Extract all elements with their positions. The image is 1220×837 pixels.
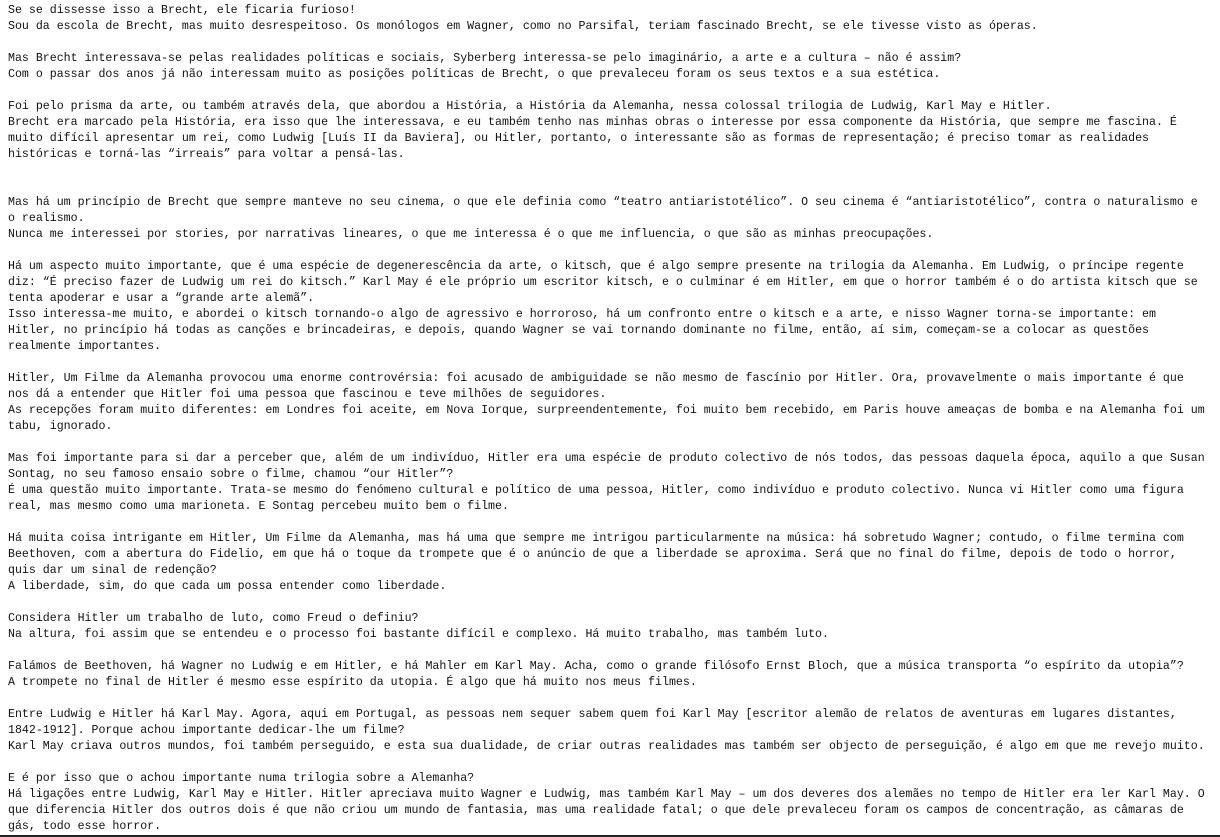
text-line (8, 355, 1212, 371)
text-line (8, 35, 1212, 51)
text-line: As recepções foram muito diferentes: em Londres foi aceite, em Nova Iorque, surpreendentemente, foi muito bem recebido, em Paris houve ameaças de bomba e na Alemanha foi um (8, 404, 1205, 417)
text-line (8, 83, 1212, 99)
text-line: realmente importantes. (8, 340, 162, 353)
text-line: que diferencia Hitler dos outros dois é que não criou um mundo de fantasia, mas uma realidade fatal; o que dele prevaleceu foram os campos de concentração, as câmaras de (8, 804, 1184, 817)
text-line: real, mas mesmo como uma marioneta. E Sontag percebeu muito bem o filme. (8, 500, 509, 513)
text-line: Foi pelo prisma da arte, ou também através dela, que abordou a História, a História da Alemanha, nessa colossal trilogia de Ludwig, Karl May e Hitler. (8, 100, 1052, 113)
text-line: Nunca me interessei por stories, por narrativas lineares, o que me interessa é o que me influencia, o que são as minhas preocupações. (8, 228, 934, 241)
text-line: Considera Hitler um trabalho de luto, como Freud o definiu? (8, 612, 419, 625)
text-line: Com o passar dos anos já não interessam muito as posições políticas de Brecht, o que prevaleceu foram os seus textos e a sua estética. (8, 68, 941, 81)
text-line: A liberdade, sim, do que cada um possa entender como liberdade. (8, 580, 447, 593)
text-line: Isso interessa-me muito, e abordei o kitsch tornando-o algo de agressivo e horroroso, há um confronto entre o kitsch e a arte, e nisso Wagner torna-se importante: em (8, 308, 1156, 321)
text-line: Hitler, Um Filme da Alemanha provocou uma enorme controvérsia: foi acusado de ambiguidade se não mesmo de fascínio por Hitler. Ora, provavelmente o mais importante é que (8, 372, 1184, 385)
text-line: Sou da escola de Brecht, mas muito desrespeitoso. Os monólogos em Wagner, como no Parsifal, teriam fascinado Brecht, se ele tivesse visto as óperas. (8, 20, 1038, 33)
text-line: Entre Ludwig e Hitler há Karl May. Agora, aqui em Portugal, as pessoas nem sequer sabem quem foi Karl May [escritor alemão de relatos de aventuras em lugares distantes, (8, 708, 1177, 721)
text-line: Beethoven, com a abertura do Fidelio, em que há o toque da trompete que é o anúncio de que a liberdade se aproxima. Será que no final do filme, depois de todo o horror, (8, 548, 1177, 561)
text-line: Há um aspecto muito importante, que é uma espécie de degenerescência da arte, o kitsch, que é algo sempre presente na trilogia da Alemanha. Em Ludwig, o príncipe regente (8, 260, 1184, 273)
text-line: nos dá a entender que Hitler foi uma pessoa que fascinou e teve milhões de seguidores. (8, 388, 607, 401)
text-line: A trompete no final de Hitler é mesmo esse espírito da utopia. É algo que há muito nos meus filmes. (8, 676, 697, 689)
text-line: É uma questão muito importante. Trata-se mesmo do fenómeno cultural e político de uma pessoa, Hitler, como indivíduo e produto colectivo. Nunca vi Hitler como uma figura (8, 484, 1184, 497)
text-line: o realismo. (8, 212, 85, 225)
text-line: Se se dissesse isso a Brecht, ele ficaria furioso! (8, 4, 356, 17)
text-line (8, 515, 1212, 531)
text-line: Sontag, no seu famoso ensaio sobre o filme, chamou “our Hitler”? (8, 468, 454, 481)
text-line: históricas e torná-las “irreais” para voltar a pensá-las. (8, 148, 405, 161)
text-line: Brecht era marcado pela História, era isso que lhe interessava, e eu também tenho nas minhas obras o interesse por essa componente da História, que sempre me fascina. É (8, 116, 1177, 129)
text-line: Falámos de Beethoven, há Wagner no Ludwig e em Hitler, e há Mahler em Karl May. Acha, como o grande filósofo Ernst Bloch, que a música transporta “o espírito da utopia”? (8, 660, 1184, 673)
text-line: Karl May criava outros mundos, foi também perseguido, e esta sua dualidade, de criar outras realidades mas também ser objecto de perseguição, é algo em que me revejo muito. (8, 740, 1205, 753)
text-line: diz: “É preciso fazer de Ludwig um rei do kitsch.” Karl May é ele próprio um escritor kitsch, e o culminar é em Hitler, em que o horror também é o do artista kitsch que se (8, 276, 1198, 289)
text-line: muito difícil apresentar um rei, como Ludwig [Luís II da Baviera], ou Hitler, portanto, o interessante são as formas de representação; é preciso tomar as realidades (8, 132, 1150, 145)
text-line (8, 243, 1212, 259)
text-line: tabu, ignorado. (8, 420, 113, 433)
text-line: Há ligações entre Ludwig, Karl May e Hitler. Hitler apreciava muito Wagner e Ludwig, mas também Karl May – um dos deveres dos alemães no tempo de Hitler era ler Karl May. O (8, 788, 1205, 801)
text-line: Hitler, no princípio há todas as canções e brincadeiras, e depois, quando Wagner se vai tornando dominante no filme, então, aí sim, começam-se a colocar as questões (8, 324, 1150, 337)
text-line: 1842-1912]. Porque achou importante dedicar-lhe um filme? (8, 724, 405, 737)
text-line: tenta apoderar e usar a “grande arte alemã”. (8, 292, 315, 305)
text-line (8, 643, 1212, 659)
text-line (8, 435, 1212, 451)
text-line (8, 179, 1212, 195)
document-text (8, 3, 1212, 835)
text-line: E é por isso que o achou importante numa trilogia sobre a Alemanha? (8, 772, 475, 785)
text-line (8, 595, 1212, 611)
text-line: Na altura, foi assim que se entendeu e o processo foi bastante difícil e complexo. Há muito trabalho, mas também luto. (8, 628, 829, 641)
text-line: Há muita coisa intrigante em Hitler, Um Filme da Alemanha, mas há uma que sempre me intrigou particularmente na música: há sobretudo Wagner; contudo, o filme termina com (8, 532, 1184, 545)
text-line: Mas há um princípio de Brecht que sempre manteve no seu cinema, o que ele definia como “teatro antiaristotélico”. O seu cinema é “antiaristotélico”, contra o naturalismo e (8, 196, 1198, 209)
text-line (8, 755, 1212, 771)
text-line: gás, todo esse horror. (8, 820, 162, 833)
text-line (8, 691, 1212, 707)
text-line: Mas foi importante para si dar a perceber que, além de um indivíduo, Hitler era uma espécie de produto colectivo de nós todos, das pessoas daquela época, aquilo a que Susan (8, 452, 1205, 465)
text-line: Mas Brecht interessava-se pelas realidades políticas e sociais, Syberberg interessa-se pelo imaginário, a arte e a cultura – não é assim? (8, 52, 962, 65)
text-line: quis dar um sinal de redenção? (8, 564, 217, 577)
text-line (8, 163, 1212, 179)
